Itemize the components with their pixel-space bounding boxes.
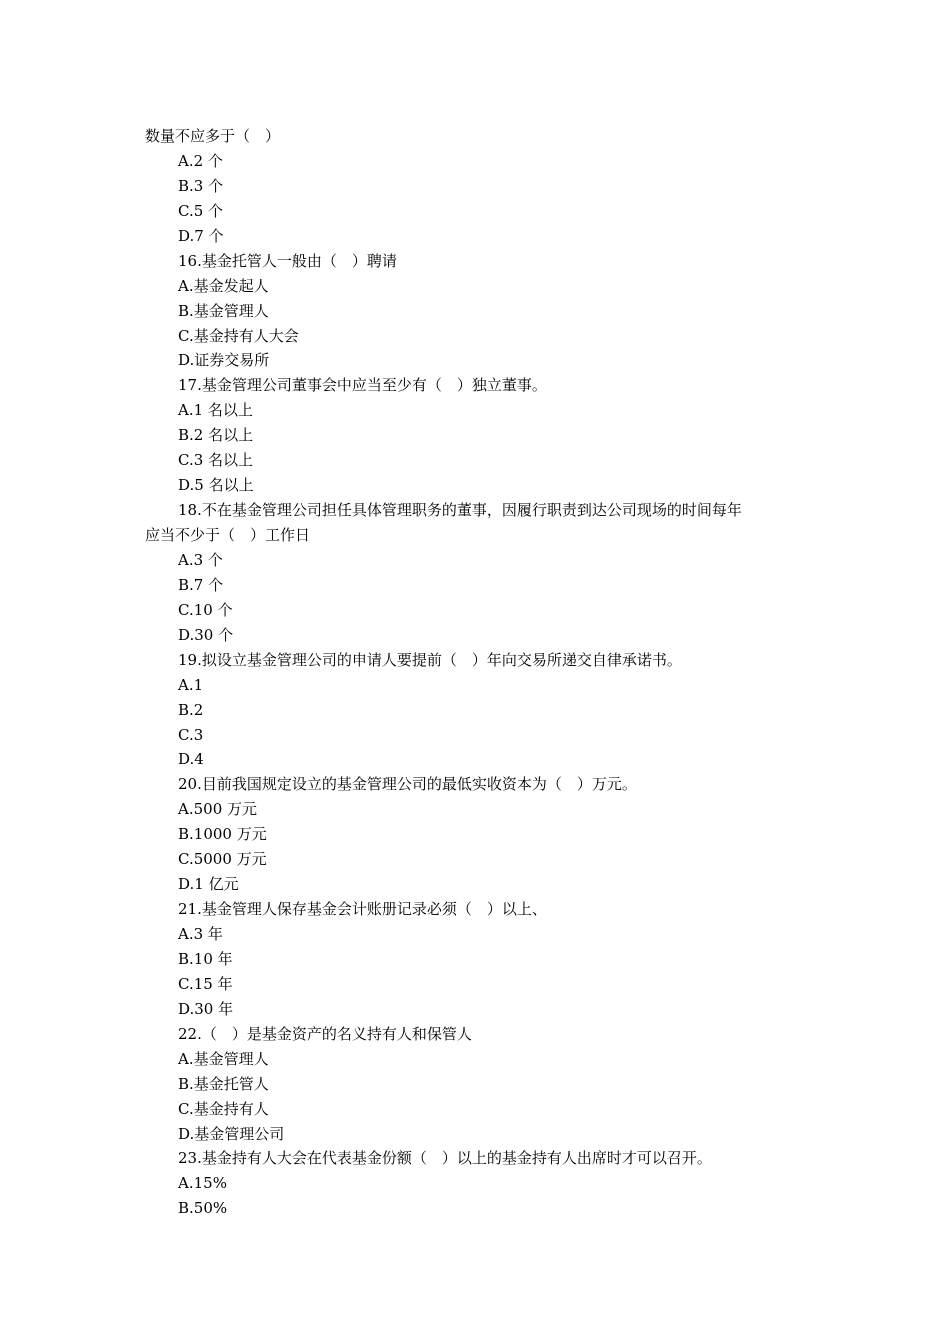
text-line: 17.基金管理公司董事会中应当至少有（ ）独立董事。 <box>178 376 547 395</box>
text-line: B.2 名以上 <box>178 426 254 445</box>
text-line: C.3 名以上 <box>178 451 254 470</box>
text-line: 18.不在基金管理公司担任具体管理职务的董事，因履行职责到达公司现场的时间每年 <box>178 501 742 520</box>
text-line: D.1 亿元 <box>178 875 239 894</box>
text-line: C.15 年 <box>178 974 233 993</box>
text-line: A.15% <box>178 1174 227 1193</box>
text-line: B.3 个 <box>178 176 224 195</box>
text-line: 20.目前我国规定设立的基金管理公司的最低实收资本为（ ）万元。 <box>178 775 637 794</box>
text-line: C.5 个 <box>178 201 224 220</box>
text-line: B.2 <box>178 700 204 719</box>
text-line: D.证券交易所 <box>178 351 270 370</box>
text-line: C.基金持有人 <box>178 1099 269 1118</box>
text-line: D.30 年 <box>178 999 234 1018</box>
text-line: B.1000 万元 <box>178 825 267 844</box>
text-line: D.5 名以上 <box>178 476 254 495</box>
text-line: B.基金托管人 <box>178 1074 269 1093</box>
text-line: B.50% <box>178 1199 228 1218</box>
text-line: 16.基金托管人一般由（ ）聘请 <box>178 251 397 270</box>
text-line: D.30 个 <box>178 625 234 644</box>
text-line: A.基金管理人 <box>178 1049 269 1068</box>
text-line: C.5000 万元 <box>178 850 267 869</box>
text-line: 21.基金管理人保存基金会计账册记录必须（ ）以上、 <box>178 900 547 919</box>
text-line: 23.基金持有人大会在代表基金份额（ ）以上的基金持有人出席时才可以召开。 <box>178 1149 712 1168</box>
text-line: C.10 个 <box>178 600 233 619</box>
text-line: 19.拟设立基金管理公司的申请人要提前（ ）年向交易所递交自律承诺书。 <box>178 650 682 669</box>
text-line: D.7 个 <box>178 226 224 245</box>
text-line: A.3 个 <box>178 550 223 569</box>
text-line: C.3 <box>178 725 204 744</box>
text-line: D.基金管理公司 <box>178 1124 285 1143</box>
text-line: D.4 <box>178 750 204 769</box>
text-line: A.500 万元 <box>178 800 257 819</box>
text-line: A.2 个 <box>178 151 223 170</box>
text-line: A.3 年 <box>178 925 223 943</box>
text-line: B.基金管理人 <box>178 301 269 320</box>
text-line: B.10 年 <box>178 949 233 968</box>
text-line: 22.（ ）是基金资产的名义持有人和保管人 <box>178 1024 472 1043</box>
text-line: A.1 <box>178 675 204 694</box>
text-line: C.基金持有人大会 <box>178 326 299 345</box>
text-line: A.基金发起人 <box>178 276 269 295</box>
document-body <box>145 124 810 1221</box>
text-line: 数量不应多于（ ） <box>145 127 281 145</box>
text-line: B.7 个 <box>178 575 224 594</box>
text-line: 应当不少于（ ）工作日 <box>145 526 311 544</box>
text-line: A.1 名以上 <box>178 401 253 420</box>
